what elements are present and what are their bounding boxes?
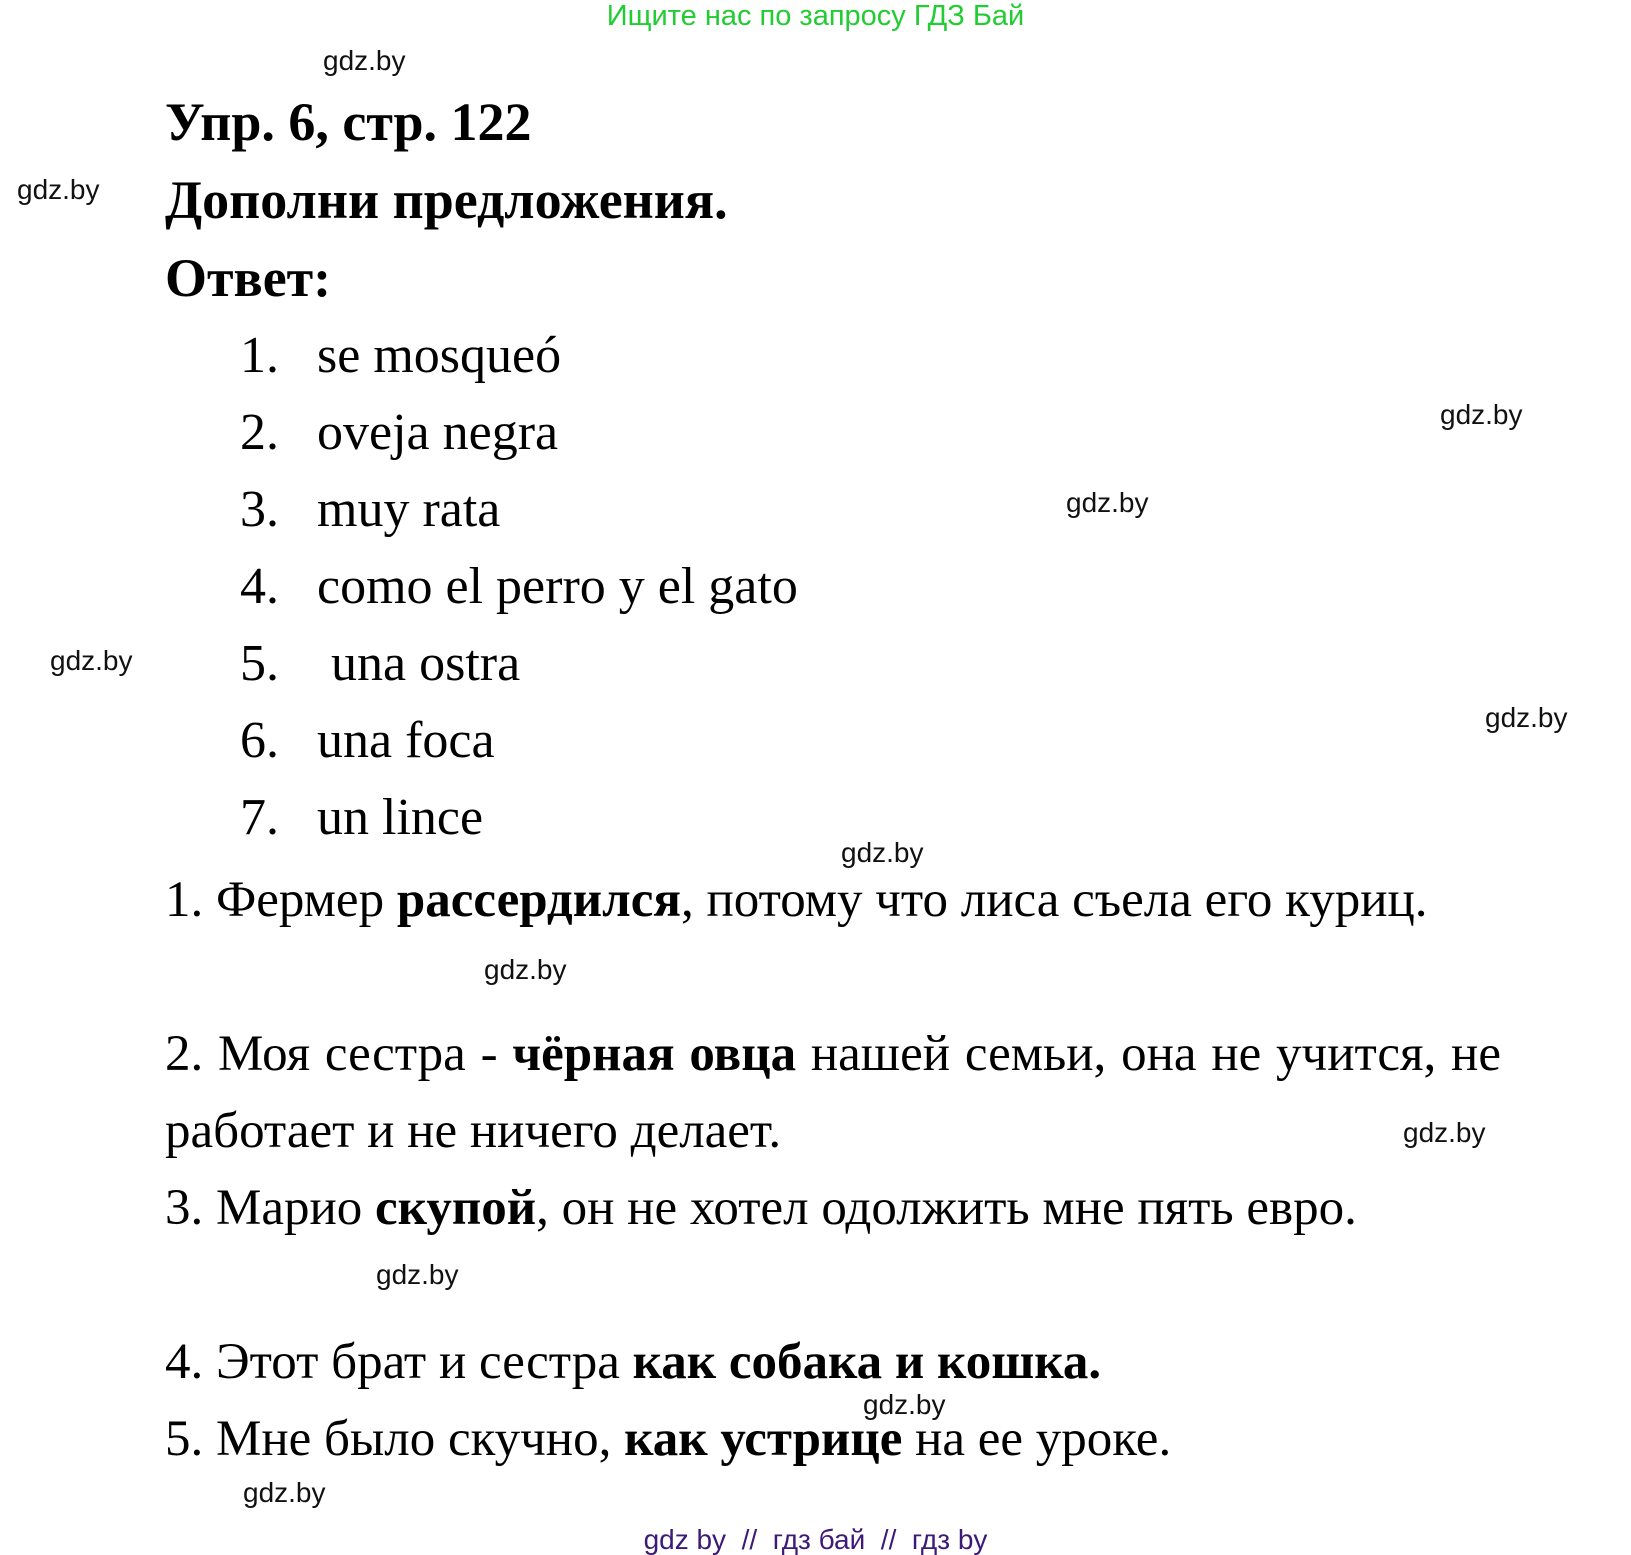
sentence-text: 4. Этот брат и сестра (165, 1334, 633, 1390)
sentence-answer: рассердился (396, 872, 681, 928)
list-number: 5. (240, 635, 279, 692)
list-text: una foca (317, 712, 495, 769)
watermark: gdz.by (1440, 399, 1523, 430)
watermark: gdz.by (863, 1389, 946, 1420)
watermark: gdz.by (323, 45, 406, 76)
task-instruction: Дополни предложения. (165, 170, 728, 230)
sentence-text: на ее уроке. (902, 1411, 1172, 1467)
list-text: muy rata (317, 481, 501, 538)
list-number: 2. (240, 404, 279, 461)
list-number: 4. (240, 558, 279, 615)
sentence-answer: чёрная овца (512, 1026, 797, 1082)
watermark: gdz.by (1485, 702, 1568, 733)
sentence-answer: скупой (375, 1180, 537, 1236)
list-text: oveja negra (317, 404, 559, 461)
sentence-answer: как устрице (624, 1411, 903, 1467)
list-number: 6. (240, 712, 279, 769)
exercise-title: Упр. 6, стр. 122 (165, 92, 532, 152)
sentence (165, 1016, 1501, 1170)
sentence-text: 5. Мне было скучно, (165, 1411, 625, 1467)
sentence-answer: как собака и кошка. (632, 1334, 1102, 1390)
watermark: gdz.by (376, 1259, 459, 1290)
list-text: se mosqueó (317, 327, 562, 384)
search-banner: Ищите нас по запросу ГДЗ Бай (606, 0, 1025, 32)
footer-links: gdz by // гдз бай // гдз by (643, 1524, 988, 1555)
sentence (165, 1324, 1501, 1401)
watermark: gdz.by (841, 837, 924, 868)
sentence (165, 1401, 1501, 1478)
watermark: gdz.by (243, 1477, 326, 1508)
sentence-text: , он не хотел одолжить мне пять евро. (536, 1180, 1357, 1236)
list-number: 3. (240, 481, 279, 538)
watermark: gdz.by (17, 174, 100, 205)
list-text: como el perro y el gato (317, 558, 798, 615)
sentence (165, 1170, 1501, 1247)
watermark: gdz.by (1066, 487, 1149, 518)
list-text: un lince (317, 789, 484, 846)
list-number: 7. (240, 789, 279, 846)
sentence (165, 862, 1501, 939)
sentence-text: 2. Моя сестра - (165, 1026, 513, 1082)
sentence-text: нашей семьи, она не учится, не работает и не ничего делает. (165, 1026, 1501, 1159)
list-number: 1. (240, 327, 279, 384)
sentence-text: 3. Марио (165, 1180, 376, 1236)
watermark: gdz.by (484, 954, 567, 985)
answer-label: Ответ: (165, 248, 332, 308)
sentence-text: 1. Фермер (165, 872, 397, 928)
sentence-text: , потому что лиса съела его куриц. (680, 872, 1428, 928)
list-text: una ostra (331, 635, 521, 692)
watermark: gdz.by (50, 645, 133, 676)
watermark: gdz.by (1403, 1117, 1486, 1148)
